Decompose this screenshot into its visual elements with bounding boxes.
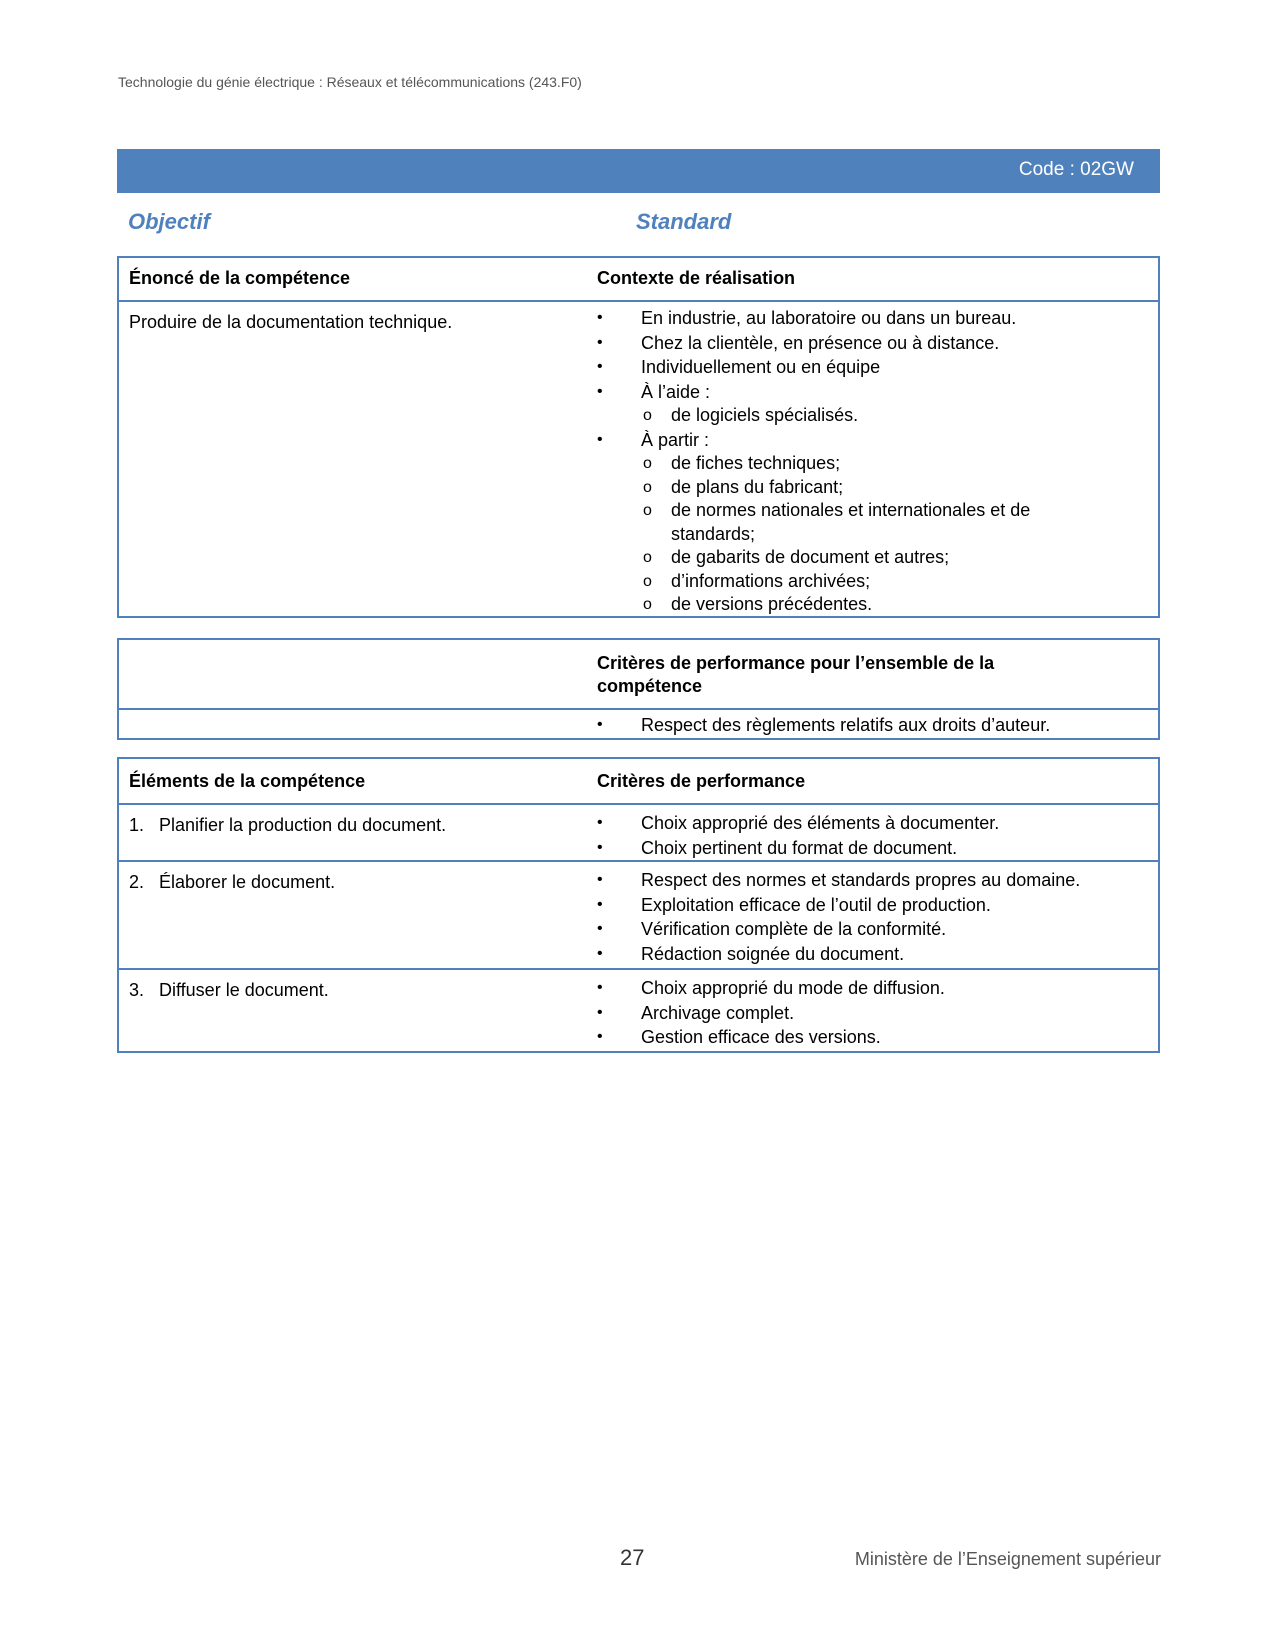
list-item: • Choix pertinent du format de document. <box>597 836 1158 861</box>
section-headings <box>128 209 1158 237</box>
list-item: • À partir : o de fiches techniques; o de plans du fabricant; o de normes nationales et internationales et de standards; o de gabarits de document et autres; o d’informations archivées; o de versions précédentes. <box>597 428 1158 617</box>
list-item: • Vérification complète de la conformité. <box>597 917 1158 942</box>
criteria-list <box>597 868 1158 966</box>
enonce-header: Énoncé de la compétence <box>129 268 351 288</box>
criteres-header: Critères de performance <box>597 771 806 791</box>
ensemble-header-row <box>119 640 1158 708</box>
ensemble-body-row <box>119 708 1158 738</box>
competence-header-row <box>119 258 1158 300</box>
competency-code: Code : 02GW <box>1018 159 1134 180</box>
list-item: o de fiches techniques; <box>641 452 1158 476</box>
elements-header: Éléments de la compétence <box>129 771 366 791</box>
ensemble-list <box>597 713 1158 738</box>
ensemble-table <box>117 638 1160 740</box>
list-item: • Chez la clientèle, en présence ou à distance. <box>597 331 1158 356</box>
element-text: 1. Planifier la production du document. <box>129 815 447 835</box>
footer-organization: Ministère de l’Enseignement supérieur <box>854 1549 1161 1569</box>
list-item: o de gabarits de document et autres; <box>641 546 1158 570</box>
contexte-list <box>597 306 1158 617</box>
element-text: 2. Élaborer le document. <box>129 872 336 892</box>
elements-header-row <box>119 759 1158 803</box>
standard-heading: Standard <box>636 209 732 234</box>
table-row <box>119 860 1158 968</box>
list-item: o de logiciels spécialisés. <box>641 404 1158 428</box>
list-item: • Rédaction soignée du document. <box>597 942 1158 967</box>
running-header: Technologie du génie électrique : Réseaux et télécommunications (243.F0) <box>118 74 582 90</box>
list-item: • Exploitation efficace de l’outil de production. <box>597 893 1158 918</box>
list-item: • Choix approprié des éléments à documenter. <box>597 811 1158 836</box>
ensemble-header: Critères de performance pour l’ensemble de la compétence <box>597 653 995 696</box>
table-row <box>119 803 1158 860</box>
competence-body-row <box>119 300 1158 614</box>
contexte-header: Contexte de réalisation <box>597 268 796 288</box>
list-item: • Gestion efficace des versions. <box>597 1025 1158 1050</box>
objectif-heading: Objectif <box>128 209 210 234</box>
criteria-list <box>597 811 1158 860</box>
list-item: • Choix approprié du mode de diffusion. <box>597 976 1158 1001</box>
list-item: o de versions précédentes. <box>641 593 1158 617</box>
enonce-text: Produire de la documentation technique. <box>129 312 453 332</box>
element-text: 3. Diffuser le document. <box>129 980 329 1000</box>
list-item: • Respect des normes et standards propres au domaine. <box>597 868 1158 893</box>
table-row <box>119 968 1158 1049</box>
list-item: o de plans du fabricant; <box>641 476 1158 500</box>
list-item: • Individuellement ou en équipe <box>597 355 1158 380</box>
list-item: • À l’aide : o de logiciels spécialisés. <box>597 380 1158 428</box>
list-item: • Respect des règlements relatifs aux droits d’auteur. <box>597 713 1158 738</box>
page-number: 27 <box>620 1545 645 1570</box>
criteria-cell <box>597 805 1158 860</box>
criteria-list <box>597 976 1158 1050</box>
contexte-cell <box>597 302 1158 617</box>
code-bar <box>117 149 1160 193</box>
list-item: • Archivage complet. <box>597 1001 1158 1026</box>
elements-table <box>117 757 1160 1053</box>
list-item: o de normes nationales et internationales et de standards; <box>641 499 1071 546</box>
list-item: o d’informations archivées; <box>641 570 1158 594</box>
list-item: • En industrie, au laboratoire ou dans un bureau. <box>597 306 1158 331</box>
partir-sublist <box>641 452 1158 617</box>
ensemble-cell <box>597 710 1158 738</box>
aide-sublist <box>641 404 1158 428</box>
criteria-cell <box>597 862 1158 966</box>
criteria-cell <box>597 970 1158 1050</box>
competence-table <box>117 256 1160 618</box>
